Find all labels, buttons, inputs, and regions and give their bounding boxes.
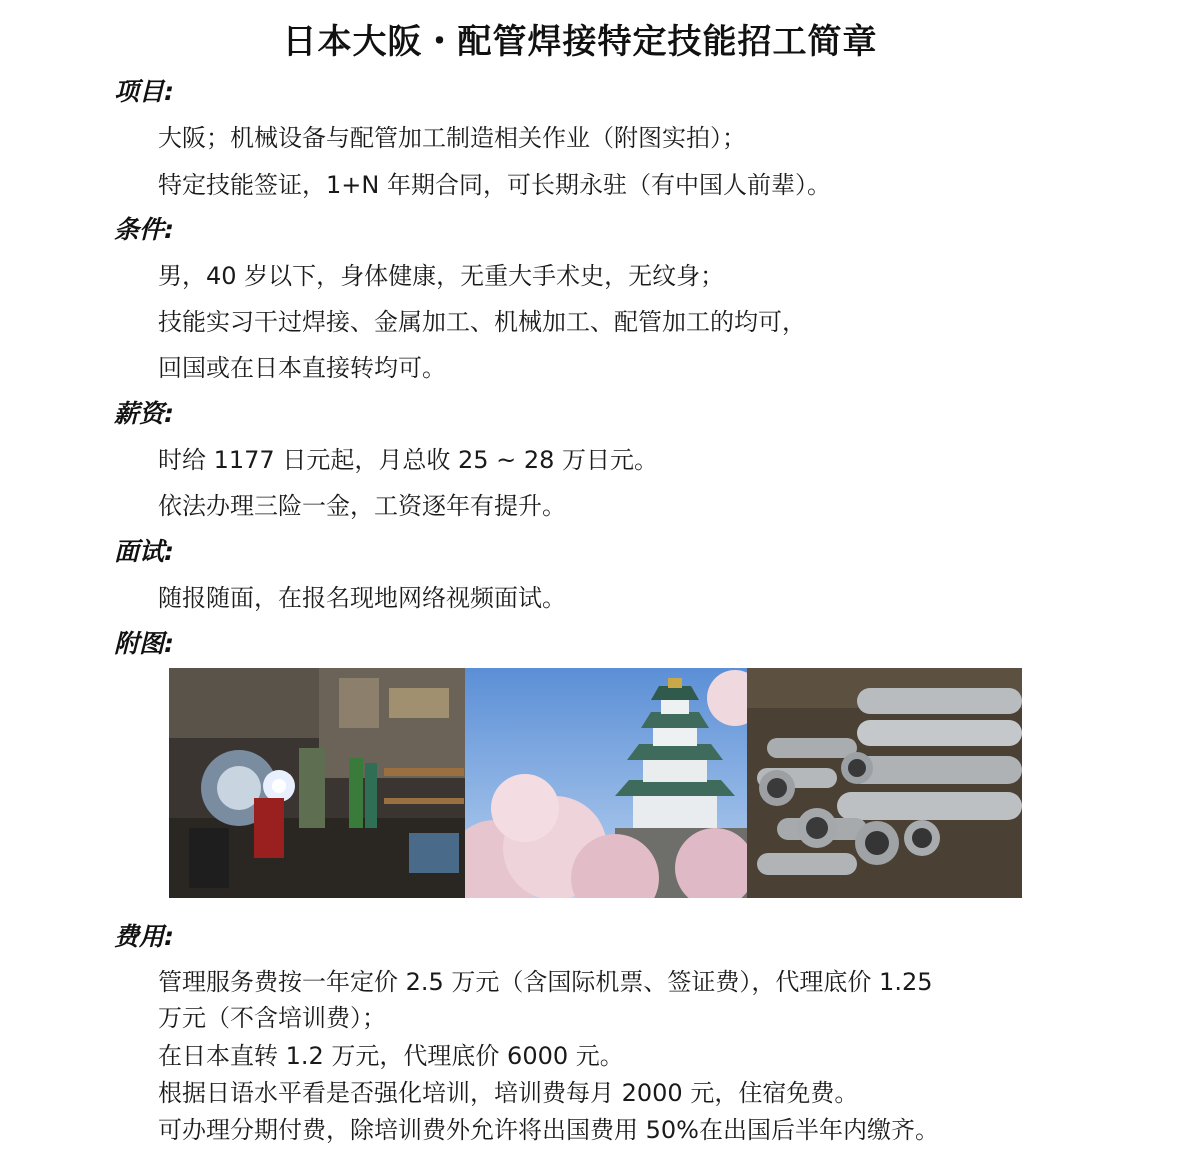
fees-line-2: 万元（不含培训费）； xyxy=(158,1004,386,1032)
project-line-2: 特定技能签证，1+N 年期合同，可长期永驻（有中国人前辈）。 xyxy=(158,171,831,199)
fees-line-3: 在日本直转 1.2 万元，代理底价 6000 元。 xyxy=(158,1042,624,1070)
conditions-line-2: 技能实习干过焊接、金属加工、机械加工、配管加工的均可， xyxy=(158,308,806,336)
page-title: 日本大阪・配管焊接特定技能招工简章 xyxy=(282,22,878,62)
osaka-castle-photo xyxy=(465,668,747,898)
section-heading-project: 项目: xyxy=(114,77,174,106)
section-heading-salary: 薪资: xyxy=(114,399,174,428)
interview-line-1: 随报随面，在报名现地网络视频面试。 xyxy=(158,584,566,612)
project-line-1: 大阪；机械设备与配管加工制造相关作业（附图实拍）； xyxy=(158,124,746,152)
section-heading-interview: 面试: xyxy=(114,537,174,566)
section-heading-fees: 费用: xyxy=(114,922,174,951)
section-heading-conditions: 条件: xyxy=(114,215,174,244)
conditions-line-3: 回国或在日本直接转均可。 xyxy=(158,354,446,382)
conditions-line-1: 男，40 岁以下，身体健康，无重大手术史，无纹身； xyxy=(158,262,725,290)
photo-strip xyxy=(169,668,1022,898)
salary-line-1: 时给 1177 日元起，月总收 25 ~ 28 万日元。 xyxy=(158,446,659,474)
salary-line-2: 依法办理三险一金，工资逐年有提升。 xyxy=(158,492,566,520)
fees-line-1: 管理服务费按一年定价 2.5 万元（含国际机票、签证费），代理底价 1.25 xyxy=(158,968,933,996)
fees-line-4: 根据日语水平看是否强化培训，培训费每月 2000 元，住宿免费。 xyxy=(158,1079,859,1107)
fees-line-5: 可办理分期付费，除培训费外允许将出国费用 50%在出国后半年内缴齐。 xyxy=(158,1116,939,1144)
section-heading-photos: 附图: xyxy=(114,629,174,658)
welding-workshop-photo xyxy=(169,668,465,898)
steel-pipes-photo xyxy=(747,668,1022,898)
